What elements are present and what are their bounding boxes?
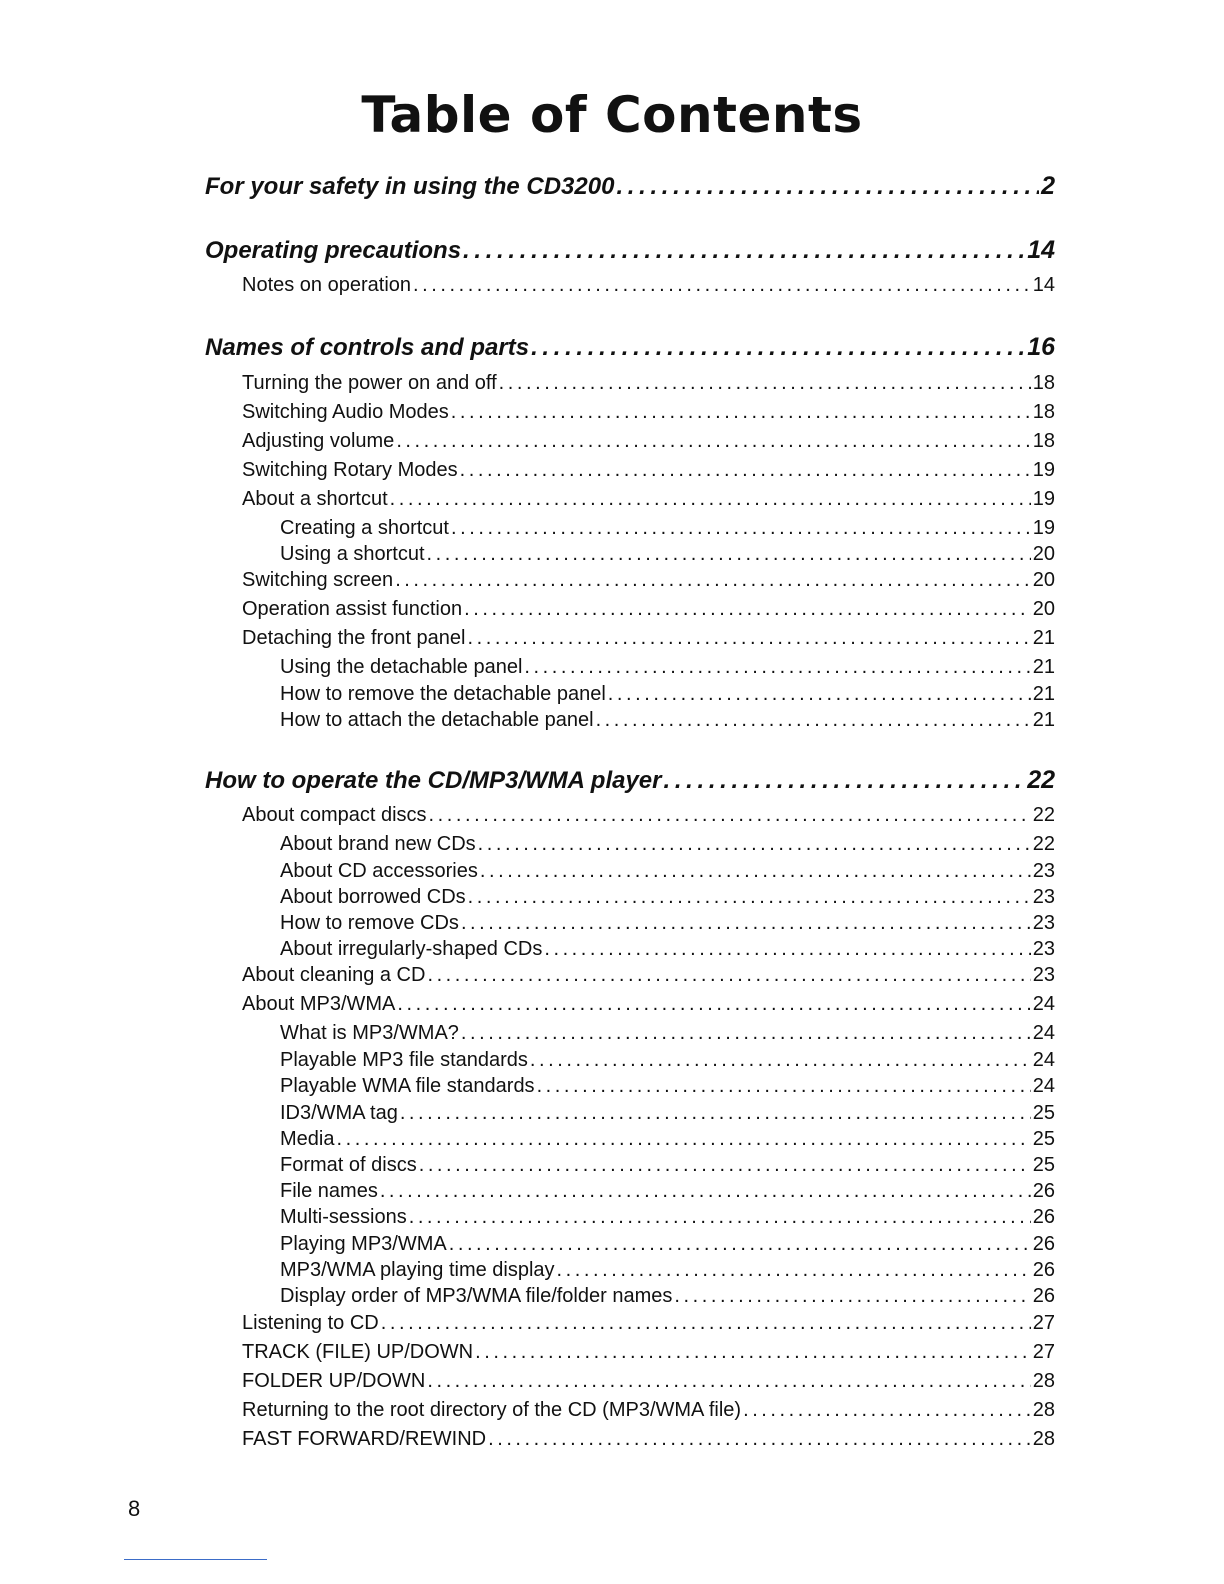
toc-entry-label: File names [280, 1180, 378, 1202]
dot-leader [451, 401, 1031, 424]
toc-entry-page: 26 [1032, 1180, 1055, 1202]
dot-leader [743, 1399, 1031, 1422]
dot-leader [530, 1049, 1031, 1072]
toc-entry-page: 26 [1032, 1259, 1055, 1281]
toc-entry[interactable] [242, 569, 1055, 595]
toc-entry[interactable] [280, 1128, 1055, 1154]
page-number: 8 [128, 1496, 141, 1521]
dot-leader [468, 886, 1031, 909]
toc-entry-label: Format of discs [280, 1154, 417, 1176]
toc-entry-label: About MP3/WMA [242, 993, 396, 1015]
toc-entry-page: 23 [1032, 912, 1055, 934]
toc-entry-page: 26 [1032, 1233, 1055, 1255]
toc-entry-label: About a shortcut [242, 488, 388, 510]
toc-entry[interactable] [280, 1049, 1055, 1075]
dot-leader [475, 1341, 1031, 1364]
toc-entry-label: Switching screen [242, 569, 394, 591]
dot-leader [395, 569, 1031, 592]
dot-leader [557, 1259, 1031, 1282]
dot-leader [499, 372, 1031, 395]
toc-entry-page: 20 [1032, 569, 1055, 591]
dot-leader [616, 173, 1039, 201]
toc-entry-page: 27 [1032, 1312, 1055, 1334]
toc-entry-label: FAST FORWARD/REWIND [242, 1428, 487, 1450]
dot-leader [336, 1128, 1030, 1151]
toc-entry[interactable] [280, 1154, 1055, 1180]
toc-section-entry[interactable] [205, 236, 1055, 268]
toc-entry-page: 21 [1032, 627, 1055, 649]
toc-entry-page: 23 [1032, 860, 1055, 882]
toc-entry[interactable] [280, 1206, 1055, 1232]
toc-entry[interactable] [242, 627, 1055, 653]
toc-entry[interactable] [280, 938, 1055, 964]
toc-entry[interactable] [280, 1022, 1055, 1048]
toc-entry-label: Returning to the root directory of the CD (MP3/WMA file) [242, 1399, 742, 1421]
dot-leader [409, 1206, 1031, 1229]
toc-entry-label: Notes on operation [242, 274, 412, 296]
toc-entry-label: Listening to CD [242, 1312, 379, 1334]
toc-entry-label: Names of controls and parts [205, 334, 530, 361]
dot-leader [537, 1075, 1031, 1098]
toc-entry[interactable] [280, 1285, 1055, 1311]
toc-entry[interactable] [242, 372, 1055, 398]
dot-leader [427, 1370, 1030, 1393]
toc-entry-label: Adjusting volume [242, 430, 395, 452]
toc-entry-label: About cleaning a CD [242, 964, 426, 986]
toc-entry-page: 19 [1032, 488, 1055, 510]
toc-entry-page: 24 [1032, 1022, 1055, 1044]
toc-entry[interactable] [242, 274, 1055, 300]
toc-entry-page: 21 [1032, 656, 1055, 678]
toc-entry-page: 16 [1027, 333, 1055, 361]
toc-entry-label: How to attach the detachable panel [280, 709, 594, 731]
toc-entry-page: 25 [1032, 1154, 1055, 1176]
toc-entry[interactable] [280, 1233, 1055, 1259]
toc-entry[interactable] [242, 430, 1055, 456]
toc-entry-label: For your safety in using the CD3200 [205, 173, 615, 200]
dot-leader [596, 709, 1031, 732]
toc-entry-label: Playable WMA file standards [280, 1075, 535, 1097]
dot-leader [451, 517, 1031, 540]
dot-leader [461, 1022, 1031, 1045]
dot-leader [524, 656, 1030, 679]
toc-entry[interactable] [242, 459, 1055, 485]
dot-leader [463, 237, 1025, 265]
toc-entry-page: 18 [1032, 430, 1055, 452]
toc-entry-label: About borrowed CDs [280, 886, 466, 908]
dot-leader [413, 274, 1031, 297]
dot-leader [419, 1154, 1031, 1177]
dot-leader [480, 860, 1031, 883]
toc-entry-page: 24 [1032, 1049, 1055, 1071]
toc-entry-page: 19 [1032, 517, 1055, 539]
toc-entry-label: Creating a shortcut [280, 517, 449, 539]
toc-entry-page: 18 [1032, 372, 1055, 394]
toc-entry-page: 23 [1032, 938, 1055, 960]
toc-entry-page: 20 [1032, 543, 1055, 565]
toc-entry[interactable] [280, 1259, 1055, 1285]
toc-entry-label: How to remove the detachable panel [280, 683, 606, 705]
toc-entry-page: 20 [1032, 598, 1055, 620]
toc-entry[interactable] [280, 656, 1055, 682]
dot-leader [449, 1233, 1031, 1256]
toc-entry-label: What is MP3/WMA? [280, 1022, 459, 1044]
dot-leader [468, 627, 1031, 650]
toc-section-entry[interactable] [205, 172, 1055, 204]
toc-entry-label: Multi-sessions [280, 1206, 407, 1228]
toc-entry[interactable] [280, 1180, 1055, 1206]
toc-entry-page: 26 [1032, 1206, 1055, 1228]
dot-leader [397, 993, 1030, 1016]
toc-entry-page: 18 [1032, 401, 1055, 423]
toc-entry-page: 14 [1027, 236, 1055, 264]
toc-entry[interactable] [242, 1312, 1055, 1338]
toc-entry[interactable] [280, 517, 1055, 543]
toc-entry-label: Using a shortcut [280, 543, 425, 565]
toc-entry-page: 25 [1032, 1102, 1055, 1124]
dot-leader [460, 459, 1031, 482]
dot-leader [531, 334, 1025, 362]
footer-rule [124, 1559, 267, 1560]
toc-entry[interactable] [280, 683, 1055, 709]
toc-entry-page: 26 [1032, 1285, 1055, 1307]
toc-entry-label: MP3/WMA playing time display [280, 1259, 555, 1281]
toc-entry-label: About brand new CDs [280, 833, 476, 855]
toc-entry[interactable] [242, 598, 1055, 624]
toc-entry-label: About CD accessories [280, 860, 478, 882]
toc-entry-label: How to remove CDs [280, 912, 459, 934]
toc-entry-page: 14 [1032, 274, 1055, 296]
dot-leader [380, 1180, 1031, 1203]
toc-entry[interactable] [242, 1341, 1055, 1367]
toc-entry-label: Detaching the front panel [242, 627, 466, 649]
toc-section-entry[interactable] [205, 766, 1055, 798]
dot-leader [381, 1312, 1031, 1335]
toc-entry[interactable] [242, 804, 1055, 830]
dot-leader [427, 964, 1030, 987]
toc-entry[interactable] [242, 1428, 1055, 1454]
dot-leader [608, 683, 1031, 706]
toc-entry-label: About compact discs [242, 804, 427, 826]
toc-entry-label: Operating precautions [205, 237, 462, 264]
dot-leader [464, 598, 1031, 621]
toc-entry-page: 21 [1032, 709, 1055, 731]
toc-entry[interactable] [242, 1399, 1055, 1425]
dot-leader [390, 488, 1031, 511]
toc-section-entry[interactable] [205, 333, 1055, 365]
toc-entry-page: 2 [1041, 172, 1055, 200]
toc-entry-label: Display order of MP3/WMA file/folder names [280, 1285, 673, 1307]
toc-entry[interactable] [242, 964, 1055, 990]
toc-entry[interactable] [242, 488, 1055, 514]
toc-entry-page: 28 [1032, 1428, 1055, 1450]
toc-entry-label: Using the detachable panel [280, 656, 523, 678]
toc-entry-label: Playing MP3/WMA [280, 1233, 447, 1255]
toc-entry-label: Turning the power on and off [242, 372, 497, 394]
page-title: Table of Contents [361, 86, 863, 144]
toc-entry-page: 25 [1032, 1128, 1055, 1150]
toc-entry-page: 23 [1032, 886, 1055, 908]
toc-entry[interactable] [242, 993, 1055, 1019]
toc-entry-page: 28 [1032, 1370, 1055, 1392]
toc-entry-page: 28 [1032, 1399, 1055, 1421]
toc-entry-page: 24 [1032, 1075, 1055, 1097]
toc-entry[interactable] [242, 1370, 1055, 1396]
toc-entry[interactable] [280, 886, 1055, 912]
toc-entry-label: Switching Audio Modes [242, 401, 449, 423]
toc-entry[interactable] [280, 860, 1055, 886]
toc-entry-page: 22 [1027, 766, 1055, 794]
toc-entry-label: Operation assist function [242, 598, 463, 620]
toc-entry[interactable] [280, 833, 1055, 859]
toc-entry-label: FOLDER UP/DOWN [242, 1370, 426, 1392]
toc-entry[interactable] [280, 912, 1055, 938]
toc-entry-label: TRACK (FILE) UP/DOWN [242, 1341, 474, 1363]
dot-leader [400, 1102, 1031, 1125]
toc-entry-label: Switching Rotary Modes [242, 459, 458, 481]
toc-entry[interactable] [280, 1075, 1055, 1101]
toc-entry-page: 24 [1032, 993, 1055, 1015]
dot-leader [488, 1428, 1031, 1451]
dot-leader [664, 767, 1026, 795]
toc-entry-label: ID3/WMA tag [280, 1102, 398, 1124]
toc-entry-label: Playable MP3 file standards [280, 1049, 528, 1071]
toc-entry-page: 22 [1032, 833, 1055, 855]
dot-leader [396, 430, 1030, 453]
toc-entry[interactable] [242, 401, 1055, 427]
toc-entry-page: 27 [1032, 1341, 1055, 1363]
dot-leader [544, 938, 1030, 961]
dot-leader [674, 1285, 1030, 1308]
dot-leader [461, 912, 1031, 935]
dot-leader [429, 804, 1031, 827]
toc-entry-label: Media [280, 1128, 335, 1150]
toc-entry-page: 22 [1032, 804, 1055, 826]
dot-leader [427, 543, 1031, 566]
toc-entry-page: 23 [1032, 964, 1055, 986]
toc-entry-page: 19 [1032, 459, 1055, 481]
toc-entry-page: 21 [1032, 683, 1055, 705]
toc-entry-label: How to operate the CD/MP3/WMA player [205, 767, 662, 794]
toc-entry[interactable] [280, 1102, 1055, 1128]
toc-entry[interactable] [280, 543, 1055, 569]
toc-entry[interactable] [280, 709, 1055, 735]
dot-leader [478, 833, 1031, 856]
toc-entry-label: About irregularly-shaped CDs [280, 938, 543, 960]
